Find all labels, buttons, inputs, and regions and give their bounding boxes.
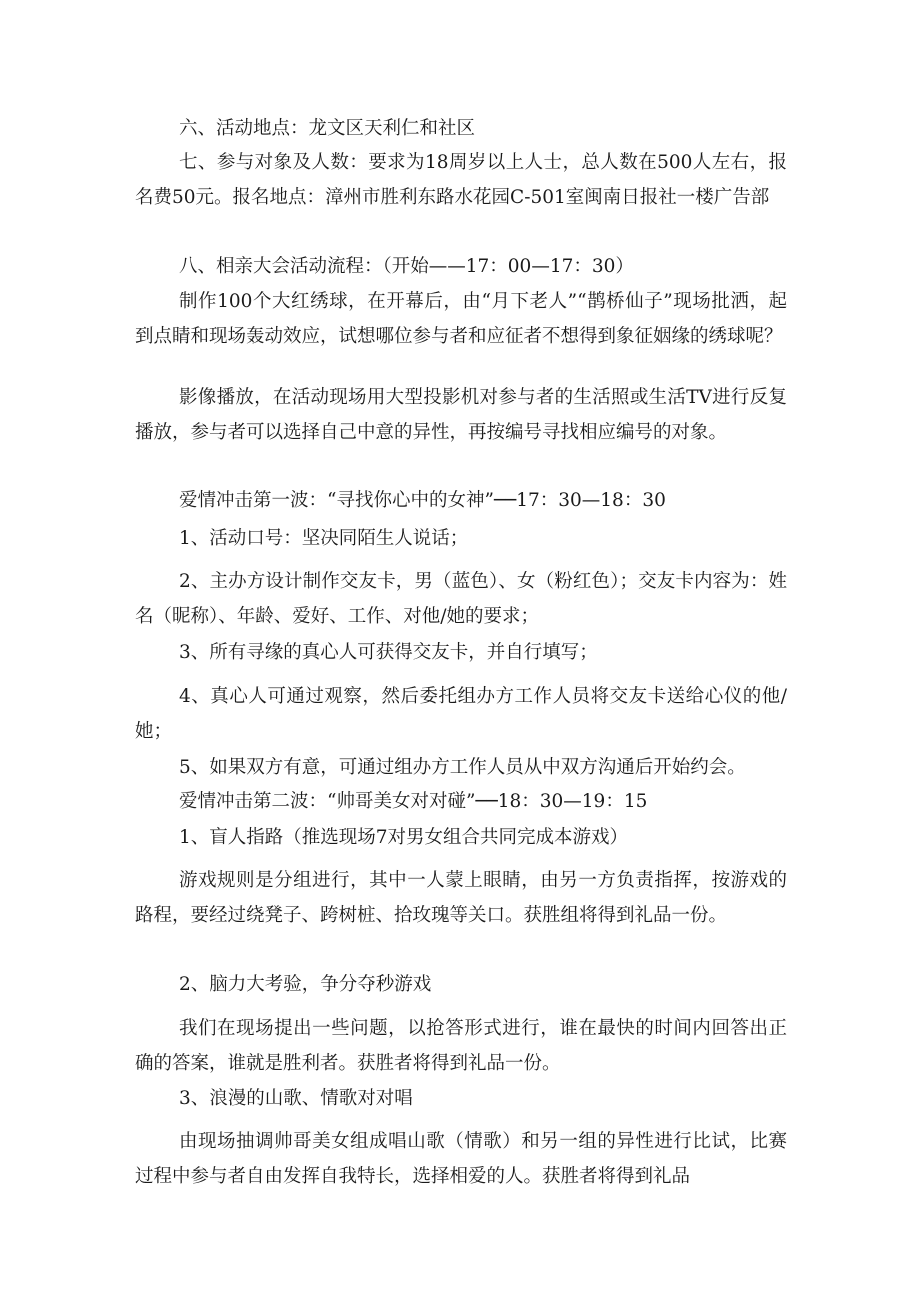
paragraph-deliver-card: 4、真心人可通过观察，然后委托组办方工作人员将交友卡送给心仪的他/她； — [135, 686, 787, 742]
paragraph-process-heading: 八、相亲大会活动流程：（开始——17：00—17：30） — [179, 256, 634, 277]
paragraph-folk-songs: 3、浪漫的山歌、情歌对对唱 — [179, 1088, 413, 1109]
paragraph-wave-two: 爱情冲击第二波：“帅哥美女对对碰”──18：30—19：15 — [179, 791, 648, 812]
paragraph-game-rules: 游戏规则是分组进行，其中一人蒙上眼睛，由另一方负责指挥，按游戏的路程，要经过绕凳子、跨树桩、拾玫瑰等关口。获胜组将得到礼品一份。 — [135, 870, 787, 926]
paragraph-fill-card: 3、所有寻缘的真心人可获得交友卡，并自行填写； — [179, 642, 598, 663]
paragraph-embroidered-ball: 制作100个大红绣球，在开幕后，由“月下老人”“鹊桥仙子”现场批洒，起到点睛和现场轰动效应，试想哪位参与者和应征者不想得到象征姻缘的绣球呢？ — [135, 291, 787, 347]
paragraph-blind-guide: 1、盲人指路（推选现场7对男女组合共同完成本游戏） — [179, 827, 629, 848]
paragraph-brain-test: 2、脑力大考验，争分夺秒游戏 — [179, 974, 432, 995]
paragraph-friend-card: 2、主办方设计制作交友卡，男（蓝色）、女（粉红色）；交友卡内容为：姓名（昵称）、年龄、爱好、工作、对他/她的要求； — [135, 571, 787, 627]
paragraph-wave-one: 爱情冲击第一波：“寻找你心中的女神”──17：30—18：30 — [179, 490, 666, 511]
paragraph-quiz: 我们在现场提出一些问题，以抢答形式进行，谁在最快的时间内回答出正确的答案，谁就是胜利者。获胜者将得到礼品一份。 — [135, 1018, 787, 1074]
paragraph-video-playback: 影像播放，在活动现场用大型投影机对参与者的生活照或生活TV进行反复播放，参与者可以选择自己中意的异性，再按编号寻找相应编号的对象。 — [135, 387, 787, 443]
paragraph-dating: 5、如果双方有意，可通过组办方工作人员从中双方沟通后开始约会。 — [179, 757, 746, 778]
paragraph-slogan: 1、活动口号：坚决同陌生人说话； — [179, 528, 469, 549]
paragraph-participants: 七、参与对象及人数：要求为18周岁以上人士，总人数在500人左右，报名费50元。报名地点：漳州市胜利东路水花园C-501室闽南日报社一楼广告部 — [135, 152, 787, 208]
paragraph-song-contest: 由现场抽调帅哥美女组成唱山歌（情歌）和另一组的异性进行比试，比赛过程中参与者自由发挥自我特长，选择相爱的人。获胜者将得到礼品 — [135, 1131, 787, 1187]
paragraph-location: 六、活动地点：龙文区天利仁和社区 — [179, 118, 476, 139]
